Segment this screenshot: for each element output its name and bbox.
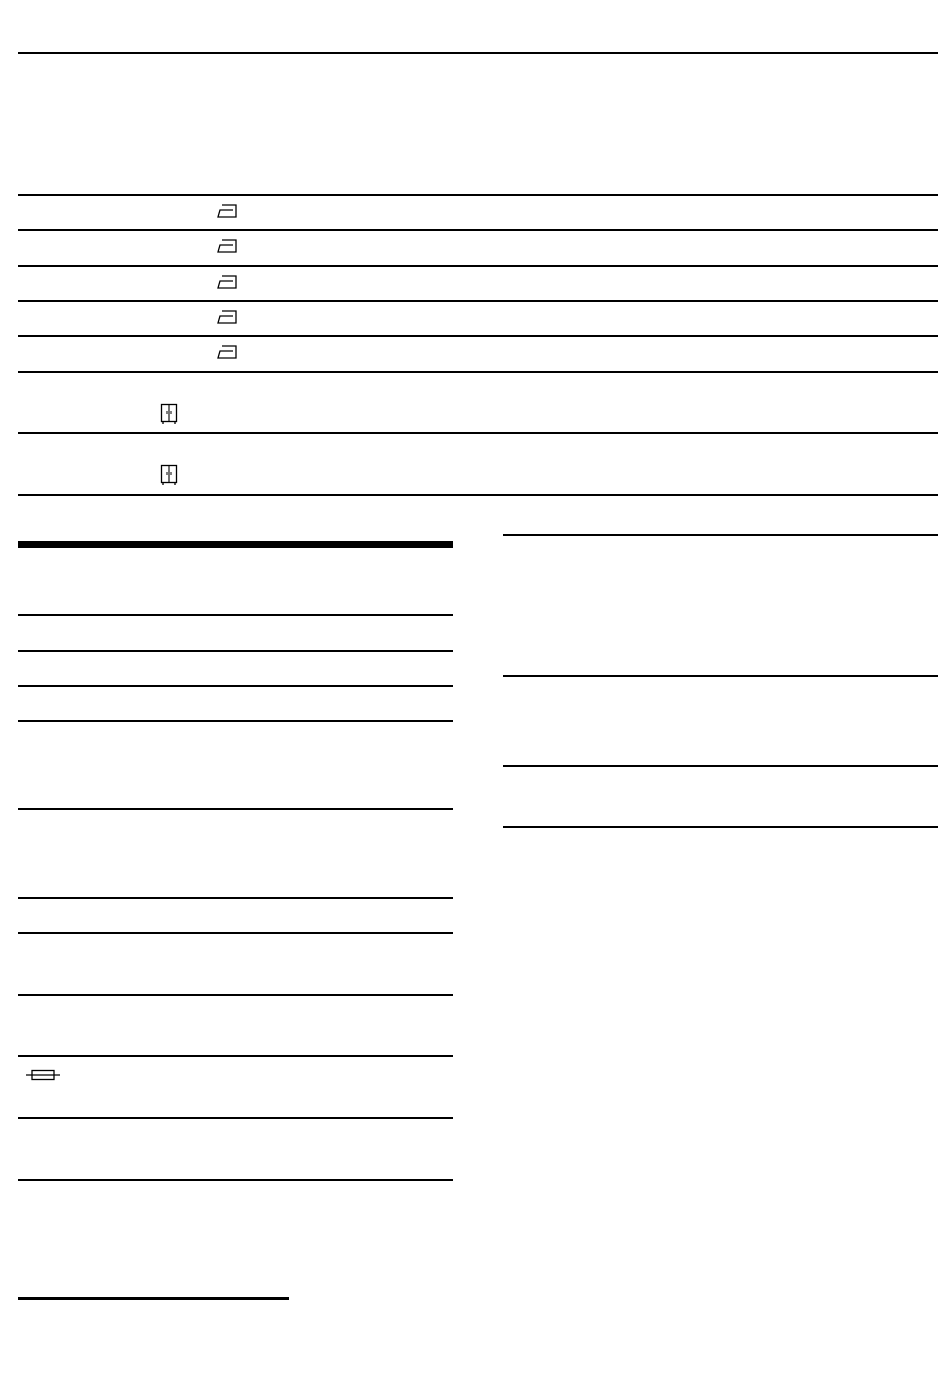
table-row-divider [18,229,938,231]
top-table-top-rule [18,52,938,54]
top-table-bottom-rule [18,494,938,496]
iron-icon [216,343,240,361]
iron-icon [216,237,240,255]
iron-icon [216,202,240,220]
section-heading-rule [18,541,453,548]
table-row-divider [18,685,453,687]
iron-icon [216,273,240,291]
wardrobe-icon [160,403,178,425]
table-row-divider [503,534,938,536]
left-table-bottom-rule [18,1179,453,1181]
table-row-divider [18,335,938,337]
table-row-divider [18,650,453,652]
table-row-divider [18,265,938,267]
footnote-separator [18,1297,289,1300]
table-row-divider [18,614,453,616]
iron-icon [216,308,240,326]
right-table-bottom-rule [503,826,938,828]
table-row-divider [18,897,453,899]
table-row-divider [18,720,453,722]
table-row-divider [18,300,938,302]
table-row-divider [18,1055,453,1057]
table-row-divider [503,675,938,677]
table-row-divider [18,808,453,810]
table-row-divider [18,932,453,934]
table-row-divider [18,432,938,434]
fuse-icon [26,1068,60,1082]
table-row-divider [18,994,453,996]
wardrobe-icon [160,464,178,486]
table-row-divider [503,765,938,767]
table-row-divider [18,1117,453,1119]
top-table-header-rule [18,194,938,196]
table-row-divider [18,371,938,373]
